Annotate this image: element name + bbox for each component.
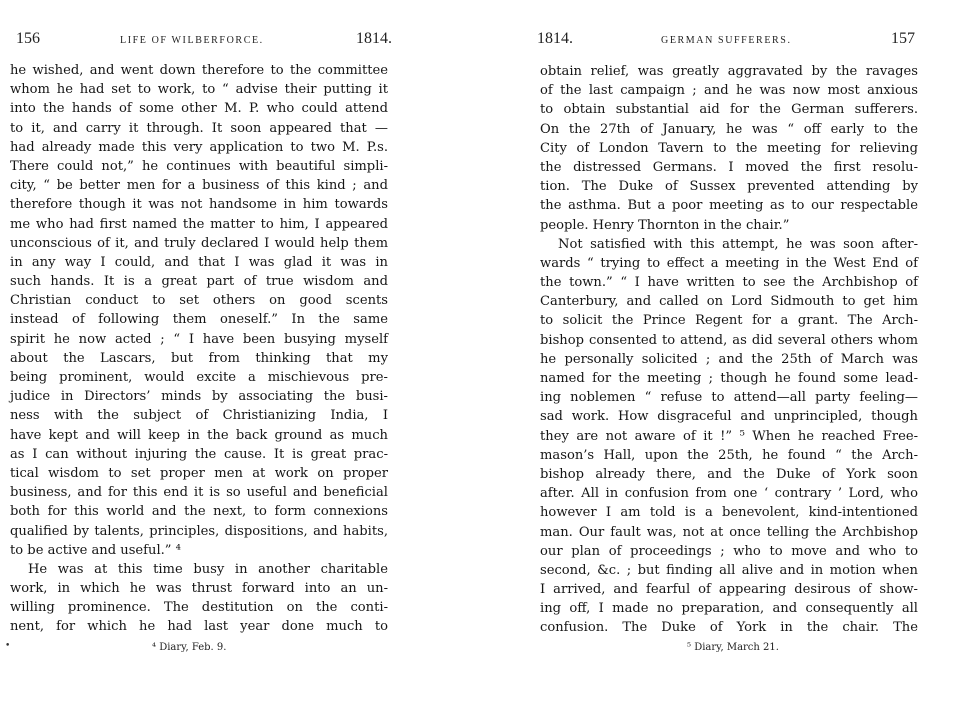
footnote: ⁴ Diary, Feb. 9.	[152, 642, 227, 653]
text-line: named for the meeting ; though he found some lead-	[540, 371, 918, 386]
text-line: both for this world and the next, to form connexions	[10, 504, 388, 520]
text-line: in any way I could, and that I was glad it was in	[10, 254, 388, 270]
text-line: the town.” “ I have written to see the Archbishop of	[540, 275, 918, 291]
text-line: mason’s Hall, upon the 25th, he found “ the Arch-	[540, 447, 918, 463]
text-line: confusion. The Duke of York in the chair. The	[540, 620, 918, 636]
margin-mark: •	[5, 641, 11, 651]
left-page-text	[10, 61, 388, 637]
text-line: I arrived, and fearful of appearing desirous of show-	[540, 582, 918, 598]
text-line: unconscious of it, and truly declared I would help them	[10, 235, 388, 251]
text-line: judice in Directors’ minds by associating the busi-	[10, 389, 388, 405]
text-line: tical wisdom to set proper men at work on proper	[10, 465, 388, 481]
text-line: second, &c. ; but finding all alive and in motion when	[540, 562, 918, 578]
text-line: work, in which he was thrust forward into an un-	[10, 581, 388, 597]
text-line: people. Henry Thornton in the chair.”	[540, 217, 790, 233]
text-line: nent, for which he had last year done much to	[10, 619, 388, 635]
text-line: ness with the subject of Christianizing India, I	[10, 408, 388, 424]
text-line: such hands. It is a great part of true wisdom and	[10, 274, 388, 290]
text-line: as I can without injuring the cause. It is great prac-	[10, 446, 388, 462]
text-line: Not satisfied with this attempt, he was soon after-	[558, 236, 918, 252]
text-line: had already made this very application to two M. P.s.	[10, 139, 388, 155]
text-line: bishop already there, and the Duke of York soon	[540, 466, 918, 482]
text-line: ing noblemen “ refuse to attend—all party feeling—	[540, 390, 918, 406]
text-line: ing off, I made no preparation, and consequently all	[540, 601, 918, 617]
running-title: LIFE OF WILBERFORCE.	[120, 35, 264, 46]
footnote: ⁵ Diary, March 21.	[687, 642, 779, 653]
text-line: of the last campaign ; and he was now most anxious	[540, 83, 918, 99]
text-line: they are not aware of it !” ⁵ When he reached Free-	[540, 428, 918, 444]
text-line: City of London Tavern to the meeting for relieving	[540, 140, 918, 156]
text-line: bishop consented to attend, as did several others whom	[540, 332, 918, 348]
text-line: Christian conduct to set others on good scents	[10, 293, 388, 309]
text-line: therefore though it was not handsome in him towards	[10, 197, 388, 213]
text-line: me who had first named the matter to him, I appeared	[10, 216, 388, 232]
right-page	[490, 0, 980, 705]
year: 1814.	[537, 30, 573, 47]
text-line: the asthma. But a poor meeting as to our respectable	[540, 198, 918, 214]
text-line: after. All in confusion from one ‘ contrary ’ Lord, who	[540, 486, 918, 502]
right-page-text	[540, 62, 918, 638]
text-line: willing prominence. The destitution on the conti-	[10, 600, 388, 616]
text-line: city, “ be better men for a business of this kind ; and	[10, 178, 388, 194]
text-line: instead of following them oneself.” In the same	[10, 312, 388, 328]
text-line: There could not,” he continues with beautiful simpli-	[10, 158, 388, 174]
text-line: qualified by talents, principles, dispositions, and habits,	[10, 523, 388, 539]
text-line: to it, and carry it through. It soon appeared that —	[10, 120, 388, 136]
text-line: to obtain substantial aid for the German sufferers.	[540, 102, 918, 118]
running-title: GERMAN SUFFERERS.	[661, 35, 792, 46]
text-line: whom he had set to work, to “ advise their putting it	[10, 82, 388, 98]
right-page-header	[537, 30, 915, 50]
year: 1814.	[356, 30, 392, 47]
text-line: being prominent, would excite a mischievous pre-	[10, 370, 388, 385]
text-line: Canterbury, and called on Lord Sidmouth to get him	[540, 294, 918, 310]
text-line: our plan of proceedings ; who to move and who to	[540, 543, 918, 559]
text-line: On the 27th of January, he was “ off early to the	[540, 121, 918, 137]
text-line: the distressed Germans. I moved the first resolu-	[540, 159, 918, 175]
text-line: man. Our fault was, not at once telling the Archbishop	[540, 524, 918, 540]
text-line: about the Lascars, but from thinking that my	[10, 350, 388, 366]
text-line: however I am told is a benevolent, kind-intentioned	[540, 505, 918, 521]
text-line: wards “ trying to effect a meeting in the West End of	[540, 255, 918, 271]
text-line: obtain relief, was greatly aggravated by the ravages	[540, 64, 918, 79]
text-line: into the hands of some other M. P. who could attend	[10, 101, 388, 117]
text-line: he personally solicited ; and the 25th of March was	[540, 351, 918, 367]
text-line: sad work. How disgraceful and unprincipled, though	[540, 409, 918, 425]
text-line: he wished, and went down therefore to the committee	[10, 63, 388, 78]
text-line: spirit he now acted ; “ I have been busying myself	[10, 331, 388, 347]
text-line: have kept and will keep in the back ground as much	[10, 427, 388, 443]
text-line: tion. The Duke of Sussex prevented attending by	[540, 179, 918, 195]
left-page-header	[16, 30, 392, 50]
page-number: 156	[16, 30, 40, 47]
text-line: He was at this time busy in another charitable	[28, 561, 388, 577]
text-line: business, and for this end it is so useful and beneficial	[10, 485, 388, 501]
page-number: 157	[891, 30, 915, 47]
text-line: to solicit the Prince Regent for a grant. The Arch-	[540, 313, 918, 329]
text-line: to be active and useful.” ⁴	[10, 542, 181, 558]
